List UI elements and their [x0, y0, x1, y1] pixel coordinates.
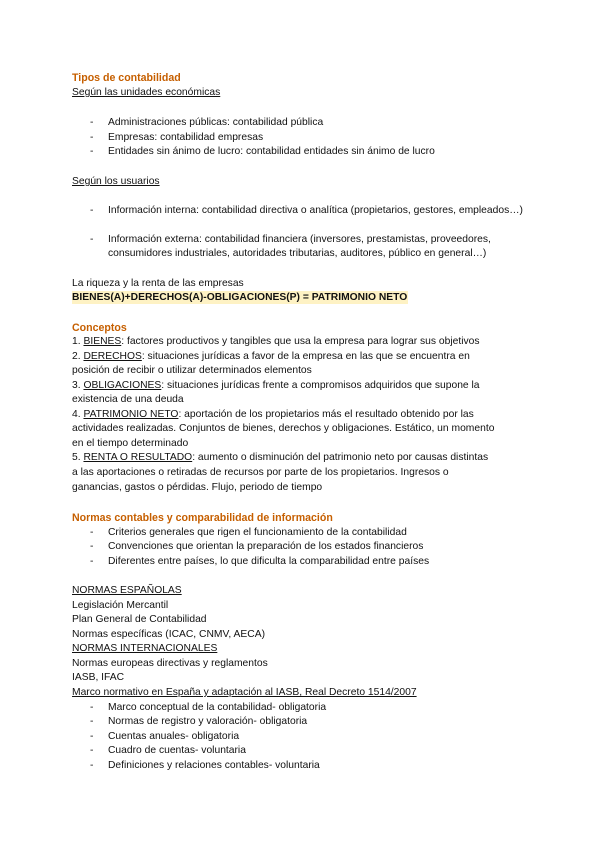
formula-line	[72, 291, 408, 305]
norma-internacional: IASB, IFAC	[72, 672, 125, 683]
concepto-item: 5. RENTA O RESULTADO: aumento o disminución del patrimonio neto por causas distintas	[72, 452, 489, 463]
formula-highlight: BIENES(A)+DERECHOS(A)-OBLIGACIONES(P) = PATRIMONIO NETO	[72, 292, 408, 303]
norma-espanola: Plan General de Contabilidad	[72, 614, 207, 625]
normas-internacionales-title: NORMAS INTERNACIONALES	[72, 643, 218, 654]
concepto-item: 3. OBLIGACIONES: situaciones jurídicas frente a compromisos adquiridos que supone la	[72, 380, 480, 391]
heading-conceptos: Conceptos	[72, 322, 127, 334]
concepto-continuation: posición de recibir o utilizar determinados elementos	[72, 365, 312, 376]
concepto-continuation: en el tiempo determinado	[72, 438, 189, 449]
norma-espanola: Legislación Mercantil	[72, 600, 169, 611]
concepto-continuation: actividades realizadas. Conjuntos de bienes, derechos y obligaciones. Estático, un momento	[72, 423, 495, 434]
norma-espanola: Normas específicas (ICAC, CNMV, AECA)	[72, 629, 266, 640]
concepto-item: 2. DERECHOS: situaciones jurídicas a favor de la empresa en las que se encuentra en	[72, 351, 470, 362]
subheading-unidades-economicas: Según las unidades económicas	[72, 87, 221, 98]
concepto-continuation: ganancias, gastos o pérdidas. Flujo, periodo de tiempo	[72, 482, 323, 493]
riqueza-text: La riqueza y la renta de las empresas	[72, 278, 244, 289]
subheading-usuarios: Según los usuarios	[72, 176, 160, 187]
concepto-item: 1. BIENES: factores productivos y tangibles que usa la empresa para lograr sus objetivos	[72, 336, 480, 347]
heading-tipos-contabilidad: Tipos de contabilidad	[72, 72, 181, 84]
concepto-item: 4. PATRIMONIO NETO: aportación de los propietarios más el resultado obtenido por las	[72, 409, 474, 420]
norma-internacional: Normas europeas directivas y reglamentos	[72, 658, 268, 669]
concepto-continuation: a las aportaciones o retiradas de recursos por parte de los propietarios. Ingresos o	[72, 467, 449, 478]
heading-normas-contables: Normas contables y comparabilidad de información	[72, 512, 333, 524]
concepto-continuation: existencia de una deuda	[72, 394, 184, 405]
normas-espanolas-title: NORMAS ESPAÑOLAS	[72, 585, 182, 596]
document-page: Tipos de contabilidad Según las unidades económicas - Administraciones públicas: contabilidad pública - Empresas: contabilidad empresas - Entidades sin ánimo de lucro: contabilidad entidades sin ánimo de lucro Según los usuarios - Información interna: contabilidad directiva o analítica (propietarios, gestores, empleados…) - Información externa: contabilidad financiera (inversores, prestamistas, proveedores, consumidores industriales, autoridades tributarias, auditores, público en general…) La riqueza y la renta de las empresas BIENES(A)+DERECHOS(A)-OBLIGACIONES(P) = PATRIMONIO NETO Conceptos 1. BIENES: factores productivos y tangibles que usa la empresa para lograr sus objetivos 2. DERECHOS: situaciones jurídicas a favor de la empresa en las que se encuentra en posición de recibir o utilizar determinados elementos 3. OBLIGACIONES: situaciones jurídicas frente a compromisos adquiridos que supone la existencia de una deuda 4. PATRIMONIO NETO: aportación de los propietarios más el resultado obtenido por las actividades realizadas. Conjuntos de bienes, derechos y obligaciones. Estático, un momento en el tiempo determinado 5. RENTA O RESULTADO: aumento o disminución del patrimonio neto por causas distintas a las aportaciones o retiradas de recursos por parte de los propietarios. Ingresos o ganancias, gastos o pérdidas. Flujo, periodo de tiempo Normas contables y comparabilidad de información - Criterios generales que rigen el funcionamiento de la contabilidad - Convenciones que orientan la preparación de los estados financieros - Diferentes entre países, lo que dificulta la comparabilidad entre países NORMAS ESPAÑOLAS Legislación Mercantil Plan General de Contabilidad Normas específicas (ICAC, CNMV, AECA) NORMAS INTERNACIONALES Normas europeas directivas y reglamentos IASB, IFAC Marco normativo en España y adaptación al IASB, Real Decreto 1514/2007 - Marco conceptual de la contabilidad- obligatoria - Normas de registro y valoración- obligatoria - Cuentas anuales- obligatoria - Cuadro de cuentas- voluntaria - Definiciones y relaciones contables- voluntaria	[72, 72, 523, 771]
marco-normativo-title: Marco normativo en España y adaptación al IASB, Real Decreto 1514/2007	[72, 687, 417, 698]
